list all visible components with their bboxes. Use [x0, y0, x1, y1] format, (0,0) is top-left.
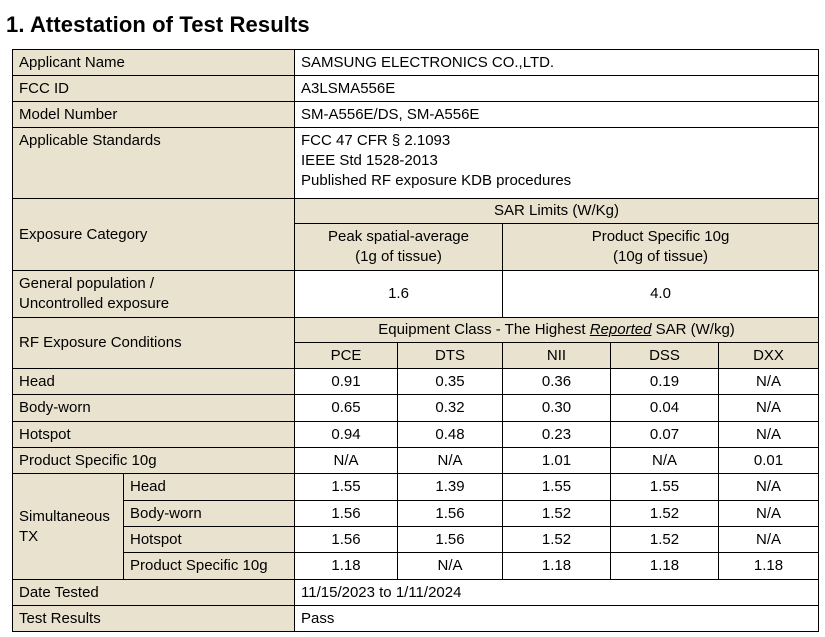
- model-value: SM-A556E/DS, SM-A556E: [295, 102, 819, 128]
- cell: 0.23: [503, 422, 611, 448]
- cell: N/A: [719, 369, 819, 395]
- cell: 1.18: [503, 553, 611, 580]
- date-tested-row: [13, 580, 819, 606]
- cell: 1.52: [611, 501, 719, 527]
- rf-conditions-label: RF Exposure Conditions: [13, 318, 295, 369]
- peak-line1: Peak spatial-average: [328, 228, 469, 245]
- row-label: Head: [124, 474, 295, 501]
- eq-suffix: SAR (W/kg): [651, 321, 735, 338]
- cell: N/A: [719, 501, 819, 527]
- cell: N/A: [398, 553, 503, 580]
- cell: 1.55: [611, 474, 719, 501]
- table-row: [13, 422, 819, 448]
- table-row: [13, 501, 819, 527]
- equipment-class-header: [295, 318, 819, 343]
- sar-limits-row: [13, 199, 819, 224]
- row-label: Product Specific 10g: [124, 553, 295, 580]
- row-label: Head: [13, 369, 295, 395]
- table-row: [13, 553, 819, 580]
- cell: 0.48: [398, 422, 503, 448]
- cell: N/A: [719, 395, 819, 422]
- col-header-dxx: DXX: [719, 343, 819, 369]
- product-specific-header: [503, 224, 819, 271]
- cell: 1.18: [295, 553, 398, 580]
- cell: N/A: [719, 422, 819, 448]
- product-line1: Product Specific 10g: [591, 228, 730, 245]
- cell: 0.19: [611, 369, 719, 395]
- table-row: [13, 448, 819, 474]
- cell: 1.55: [295, 474, 398, 501]
- gp-line2: Uncontrolled exposure: [19, 295, 170, 312]
- applicant-value: SAMSUNG ELECTRONICS CO.,LTD.: [295, 50, 819, 76]
- table-row: [13, 527, 819, 553]
- row-label: Body-worn: [13, 395, 295, 422]
- product-line2: (10g of tissue): [612, 248, 709, 265]
- standard-line: Published RF exposure KDB procedures: [301, 172, 572, 189]
- cell: 1.56: [295, 527, 398, 553]
- cell: 1.56: [295, 501, 398, 527]
- cell: 0.01: [719, 448, 819, 474]
- cell: 1.18: [719, 553, 819, 580]
- col-header-dss: DSS: [611, 343, 719, 369]
- peak-spatial-header: [295, 224, 503, 271]
- row-label: Hotspot: [124, 527, 295, 553]
- gp-peak-value: 1.6: [295, 271, 503, 318]
- table-row: [13, 395, 819, 422]
- date-tested-label: Date Tested: [13, 580, 295, 606]
- col-header-nii: NII: [503, 343, 611, 369]
- standards-value: [295, 128, 819, 199]
- eq-reported: Reported: [589, 321, 652, 338]
- eq-prefix: Equipment Class - The Highest: [378, 321, 590, 338]
- fccid-label: FCC ID: [13, 76, 295, 102]
- sim-line1: Simultaneous: [19, 507, 110, 525]
- applicant-row: [13, 50, 819, 76]
- page-title: 1. Attestation of Test Results: [6, 12, 310, 37]
- col-header-pce: PCE: [295, 343, 398, 369]
- cell: N/A: [611, 448, 719, 474]
- fccid-value: A3LSMA556E: [295, 76, 819, 102]
- table-row: [13, 474, 819, 501]
- cell: 0.91: [295, 369, 398, 395]
- cell: 1.55: [503, 474, 611, 501]
- row-label: Body-worn: [124, 501, 295, 527]
- exposure-category-label: Exposure Category: [13, 199, 295, 271]
- cell: N/A: [719, 474, 819, 501]
- cell: 0.65: [295, 395, 398, 422]
- peak-line2: (1g of tissue): [355, 248, 442, 265]
- cell: 1.39: [398, 474, 503, 501]
- test-results-label: Test Results: [13, 606, 295, 632]
- cell: 1.56: [398, 527, 503, 553]
- cell: N/A: [295, 448, 398, 474]
- cell: 0.07: [611, 422, 719, 448]
- cell: 0.35: [398, 369, 503, 395]
- row-label: Hotspot: [13, 422, 295, 448]
- row-label: Product Specific 10g: [13, 448, 295, 474]
- sar-limits-header: SAR Limits (W/Kg): [295, 199, 819, 224]
- general-population-row: [13, 271, 819, 318]
- gp-product-value: 4.0: [503, 271, 819, 318]
- cell: 0.36: [503, 369, 611, 395]
- cell: N/A: [719, 527, 819, 553]
- cell: 1.52: [503, 501, 611, 527]
- equipment-class-row: [13, 318, 819, 343]
- test-results-row: [13, 606, 819, 632]
- cell: N/A: [398, 448, 503, 474]
- model-row: [13, 102, 819, 128]
- cell: 1.52: [611, 527, 719, 553]
- cell: 1.56: [398, 501, 503, 527]
- cell: 1.52: [503, 527, 611, 553]
- standard-line: FCC 47 CFR § 2.1093: [301, 132, 451, 149]
- cell: 0.32: [398, 395, 503, 422]
- standard-line: IEEE Std 1528-2013: [301, 152, 438, 169]
- standards-label: Applicable Standards: [13, 128, 295, 199]
- attestation-table: [12, 49, 819, 632]
- gp-line1: General population /: [19, 275, 155, 292]
- col-header-dts: DTS: [398, 343, 503, 369]
- general-population-label: [13, 271, 295, 318]
- fccid-row: [13, 76, 819, 102]
- model-label: Model Number: [13, 102, 295, 128]
- cell: 0.04: [611, 395, 719, 422]
- date-tested-value: 11/15/2023 to 1/11/2024: [295, 580, 819, 606]
- applicant-label: Applicant Name: [13, 50, 295, 76]
- cell: 1.18: [611, 553, 719, 580]
- cell: 0.94: [295, 422, 398, 448]
- cell: 0.30: [503, 395, 611, 422]
- simultaneous-tx-label: [13, 474, 124, 580]
- sim-line2: TX: [19, 527, 39, 545]
- test-results-value: Pass: [295, 606, 819, 632]
- standards-row: [13, 128, 819, 199]
- table-row: [13, 369, 819, 395]
- cell: 1.01: [503, 448, 611, 474]
